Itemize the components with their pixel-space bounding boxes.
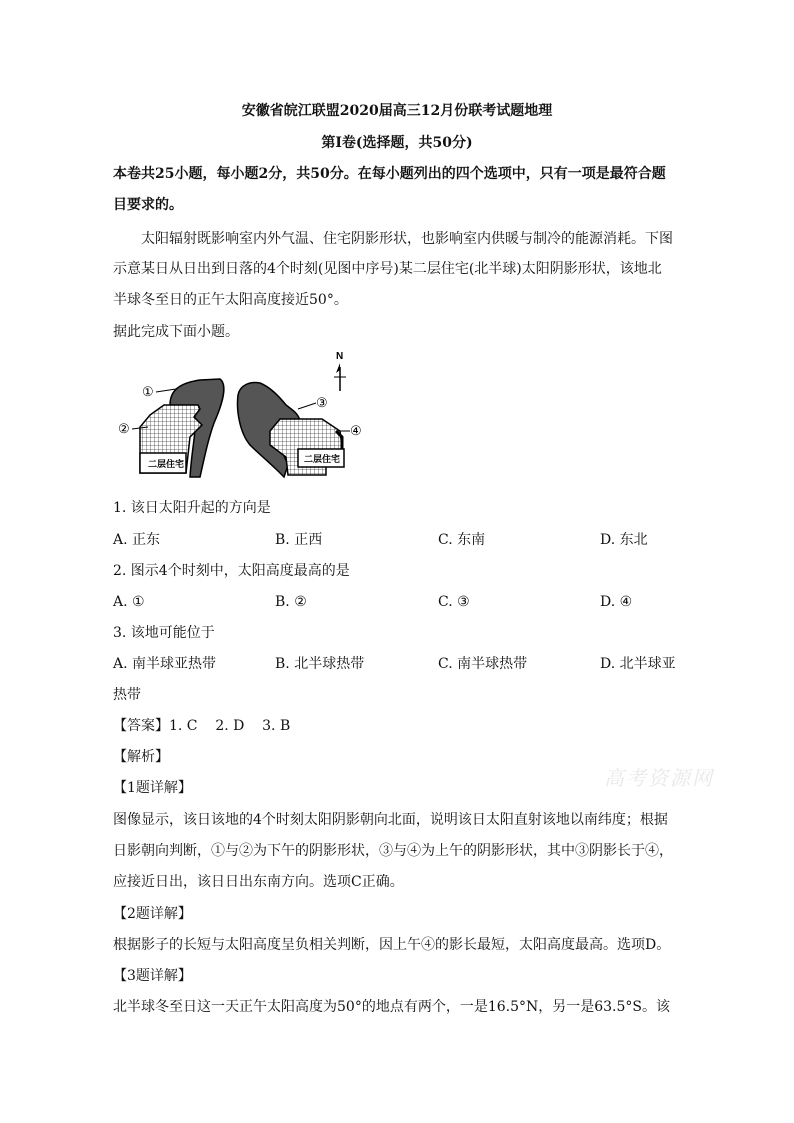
q1-option-d: D. 东北 xyxy=(600,532,648,548)
q2-option-b: B. ② xyxy=(275,594,307,610)
question-2-stem: 2. 图示4个时刻中，太阳高度最高的是 xyxy=(113,563,350,579)
watermark: 高考资源网 xyxy=(604,766,714,790)
q1-option-c: C. 东南 xyxy=(438,532,486,548)
marker-2: ② xyxy=(118,422,130,437)
q3-detail-text: 北半球冬至日这一天正午太阳高度为50°的地点有两个，一是16.5°N，另一是63.5°S。该 xyxy=(113,999,670,1015)
question-3-stem: 3. 该地可能位于 xyxy=(113,625,215,641)
q2-option-a: A. ① xyxy=(113,594,145,610)
instructions-line-1: 本卷共25小题，每小题2分，共50分。在每小题列出的四个选项中，只有一项是最符合题 xyxy=(113,166,666,182)
q1-detail-line-1: 图像显示，该日该地的4个时刻太阳阴影朝向北面，说明该日太阳直射该地以南纬度；根据 xyxy=(113,812,668,828)
q3-detail-heading: 【3题详解】 xyxy=(113,968,192,984)
question-1-stem: 1. 该日太阳升起的方向是 xyxy=(113,500,271,516)
instructions-line-2: 目要求的。 xyxy=(113,197,183,213)
section-heading: 第Ⅰ卷(选择题，共50分) xyxy=(321,135,473,151)
marker-4: ④ xyxy=(350,424,362,439)
house-label-left: 二层住宅 xyxy=(148,460,185,470)
north-label: N xyxy=(336,351,344,362)
q2-detail-text: 根据影子的长短与太阳高度呈负相关判断，因上午④的影长最短，太阳高度最高。选项D。 xyxy=(113,937,671,953)
q1-option-a: A. 正东 xyxy=(113,532,161,548)
house-shadow-figure xyxy=(110,345,370,487)
passage-line-3: 半球冬至日的正午太阳高度接近50°。 xyxy=(113,292,348,308)
q3-option-a: A. 南半球亚热带 xyxy=(113,656,217,672)
q3-option-d-continued: 热带 xyxy=(113,687,141,703)
passage-line-2: 示意某日从日出到日落的4个时刻(见图中序号)某二层住宅(北半球)太阳阴影形状，该地北 xyxy=(113,261,662,277)
page-title: 安徽省皖江联盟2020届高三12月份联考试题地理 xyxy=(241,103,553,119)
q2-option-d: D. ④ xyxy=(600,594,633,610)
analysis-heading: 【解析】 xyxy=(113,749,169,765)
q1-detail-line-2: 日影朝向判断，①与②为下午的阴影形状，③与④为上午的阴影形状，其中③阴影长于④， xyxy=(113,843,673,859)
passage-line-4: 据此完成下面小题。 xyxy=(113,324,239,340)
q2-option-c: C. ③ xyxy=(438,594,470,610)
marker-3: ③ xyxy=(316,396,328,411)
q2-detail-heading: 【2题详解】 xyxy=(113,906,192,922)
q3-option-d: D. 北半球亚 xyxy=(600,656,676,672)
q3-option-c: C. 南半球热带 xyxy=(438,656,528,672)
north-arrow-icon xyxy=(334,363,346,391)
q3-option-b: B. 北半球热带 xyxy=(275,656,365,672)
marker-1: ① xyxy=(142,385,154,400)
q1-detail-heading: 【1题详解】 xyxy=(113,780,192,796)
q1-option-b: B. 正西 xyxy=(275,532,323,548)
q1-detail-line-3: 应接近日出，该日日出东南方向。选项C正确。 xyxy=(113,874,404,890)
passage-line-1: 太阳辐射既影响室内外气温、住宅阴影形状，也影响室内供暖与制冷的能源消耗。下图 xyxy=(141,231,673,247)
answer-line: 【答案】1. C 2. D 3. B xyxy=(113,718,291,734)
house-label-right: 二层住宅 xyxy=(304,455,341,465)
